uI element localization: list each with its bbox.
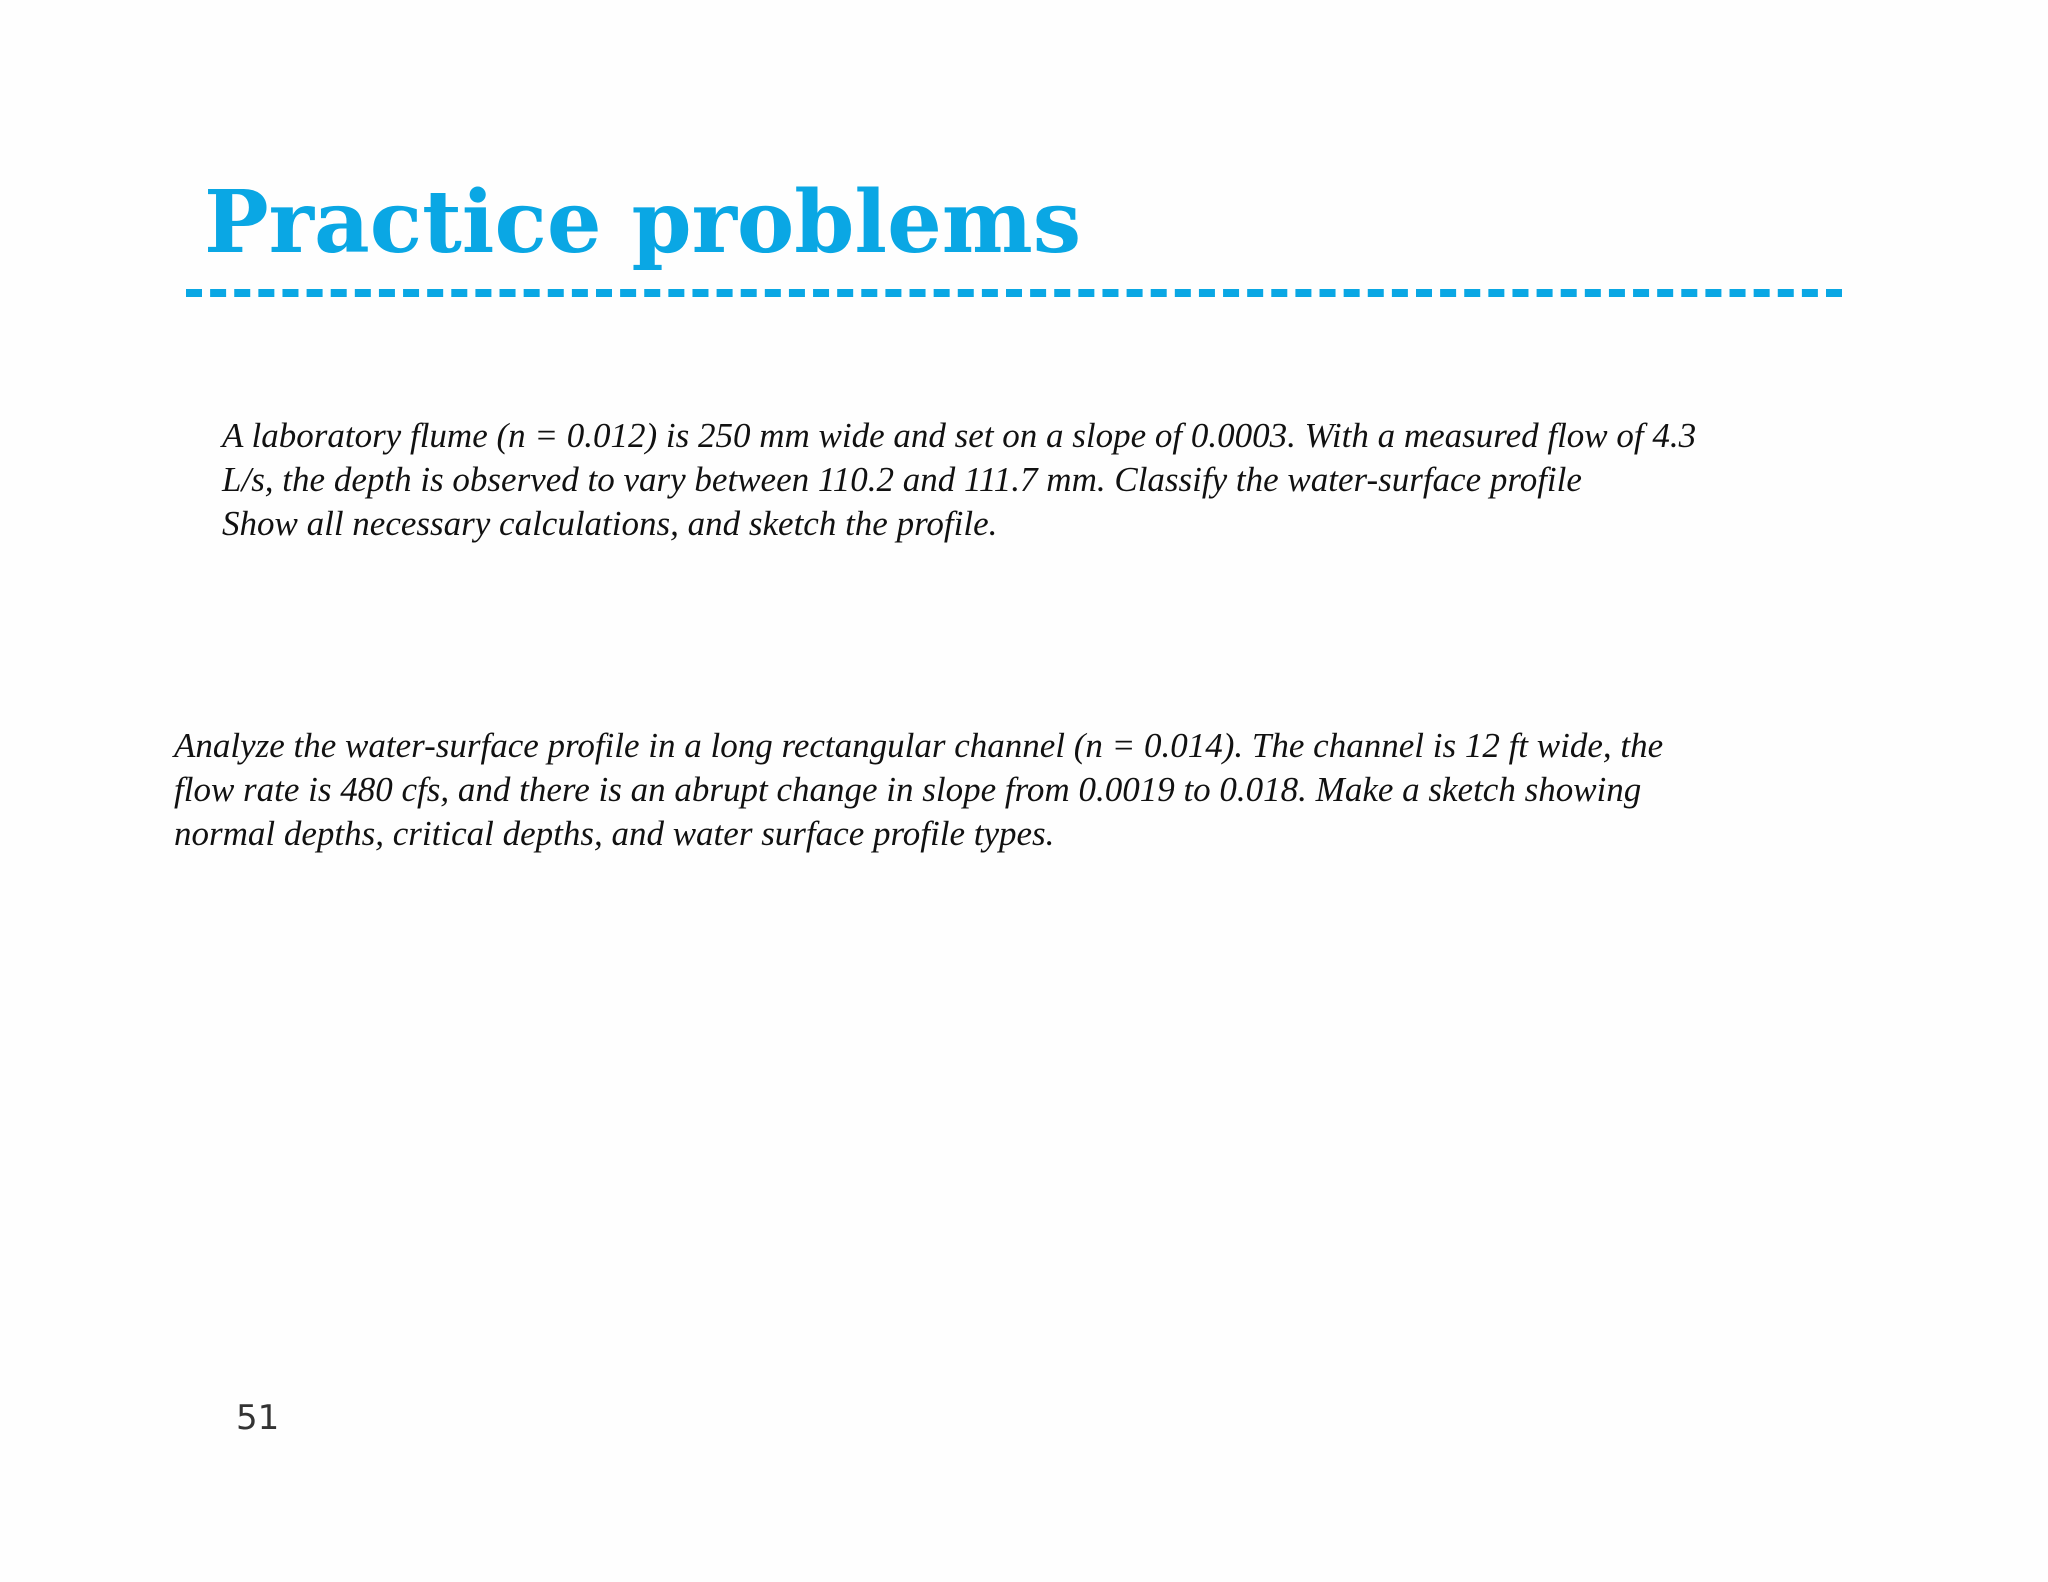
- problem-2-line-3: normal depths, critical depths, and water surface profile types.: [174, 814, 1055, 853]
- problem-1-line-1: A laboratory flume (n = 0.012) is 250 mm wide and set on a slope of 0.0003. With a measured flow of 4.3: [222, 416, 1697, 455]
- page-number: 51: [236, 1398, 280, 1438]
- problem-1-text: [222, 414, 1696, 546]
- problem-1-line-3: Show all necessary calculations, and sketch the profile.: [222, 504, 998, 543]
- problem-2-line-1: Analyze the water-surface profile in a long rectangular channel (n = 0.014). The channel is 12 ft wide, the: [174, 726, 1664, 765]
- page-title: Practice problems: [204, 172, 1082, 273]
- problem-2-text: [174, 724, 1663, 856]
- problem-2-line-2: flow rate is 480 cfs, and there is an abrupt change in slope from 0.0019 to 0.018. Make a sketch showing: [174, 770, 1642, 809]
- problem-1-line-2: L/s, the depth is observed to vary between 110.2 and 111.7 mm. Classify the water-surface profile: [222, 460, 1582, 499]
- title-divider: [186, 289, 1842, 297]
